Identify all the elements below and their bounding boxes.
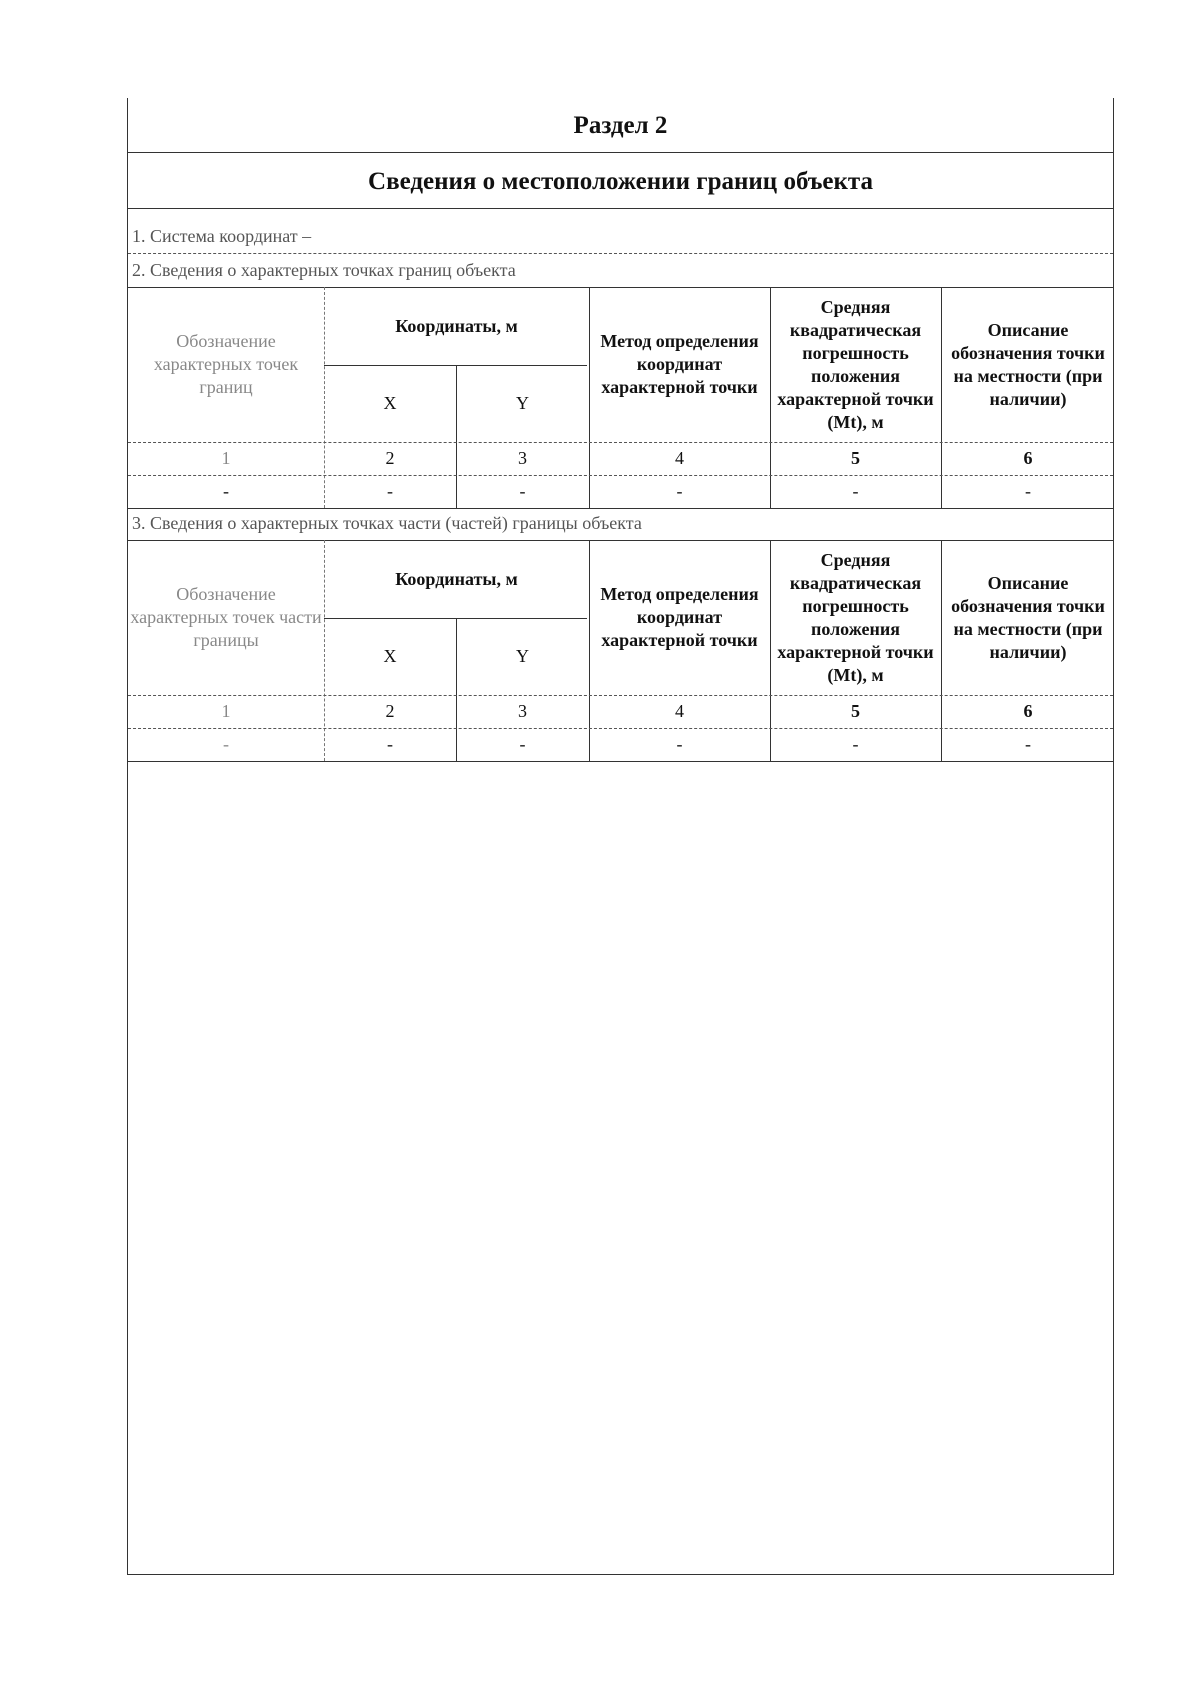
divider xyxy=(128,508,1113,509)
col-number: 5 xyxy=(851,701,860,721)
header-x: X xyxy=(383,646,397,666)
header-description: Описание обозначения точки на местности (при наличии) xyxy=(951,319,1105,409)
divider xyxy=(128,208,1113,209)
col-number: 3 xyxy=(518,448,527,468)
table1-caption: 2. Сведения о характерных точках границ объекта xyxy=(132,260,516,280)
header-x: X xyxy=(383,393,397,413)
col-number: 2 xyxy=(385,701,395,721)
col-number: 3 xyxy=(518,701,527,721)
col-number: 2 xyxy=(385,448,395,468)
coord-system-label: 1. Система координат – xyxy=(132,226,312,246)
header-error: Средняя квадратическая погрешность положения характерной точки (Mt), м xyxy=(777,296,934,432)
divider xyxy=(128,761,1113,762)
header-designation: Обозначение характерных точек границ xyxy=(153,331,299,397)
header-y: Y xyxy=(516,646,529,666)
header-coordinates: Координаты, м xyxy=(395,315,518,336)
col-number: 1 xyxy=(221,701,231,721)
table-cell: - xyxy=(223,481,229,501)
header-method: Метод определения координат характерной точки xyxy=(600,584,759,650)
document-frame xyxy=(127,98,1114,1575)
table-cell: - xyxy=(387,481,393,501)
divider xyxy=(128,152,1113,153)
table-cell: - xyxy=(852,481,859,501)
table-cell: - xyxy=(1025,481,1031,501)
col-number: 6 xyxy=(1023,448,1033,468)
table-cell: - xyxy=(519,734,526,754)
table-cell: - xyxy=(852,734,859,754)
header-method: Метод определения координат характерной точки xyxy=(600,331,759,397)
col-number: 6 xyxy=(1023,701,1033,721)
section-title: Раздел 2 xyxy=(573,112,668,139)
header-description: Описание обозначения точки на местности (при наличии) xyxy=(951,572,1105,662)
header-error: Средняя квадратическая погрешность положения характерной точки (Mt), м xyxy=(777,549,934,685)
col-number: 4 xyxy=(675,701,684,721)
table2-caption: 3. Сведения о характерных точках части (частей) границы объекта xyxy=(132,513,642,533)
divider xyxy=(128,253,1113,254)
col-number: 4 xyxy=(675,448,684,468)
table-cell: - xyxy=(1025,734,1031,754)
table-cell: - xyxy=(387,734,393,754)
table-cell: - xyxy=(676,481,683,501)
table-cell: - xyxy=(519,481,526,501)
col-number: 1 xyxy=(221,448,231,468)
table-cell: - xyxy=(676,734,683,754)
header-coordinates: Координаты, м xyxy=(395,568,518,589)
table-cell: - xyxy=(223,734,229,754)
header-y: Y xyxy=(516,393,529,413)
section-subtitle: Сведения о местоположении границ объекта xyxy=(368,168,873,195)
col-number: 5 xyxy=(851,448,860,468)
header-designation: Обозначение характерных точек части границы xyxy=(130,584,322,650)
